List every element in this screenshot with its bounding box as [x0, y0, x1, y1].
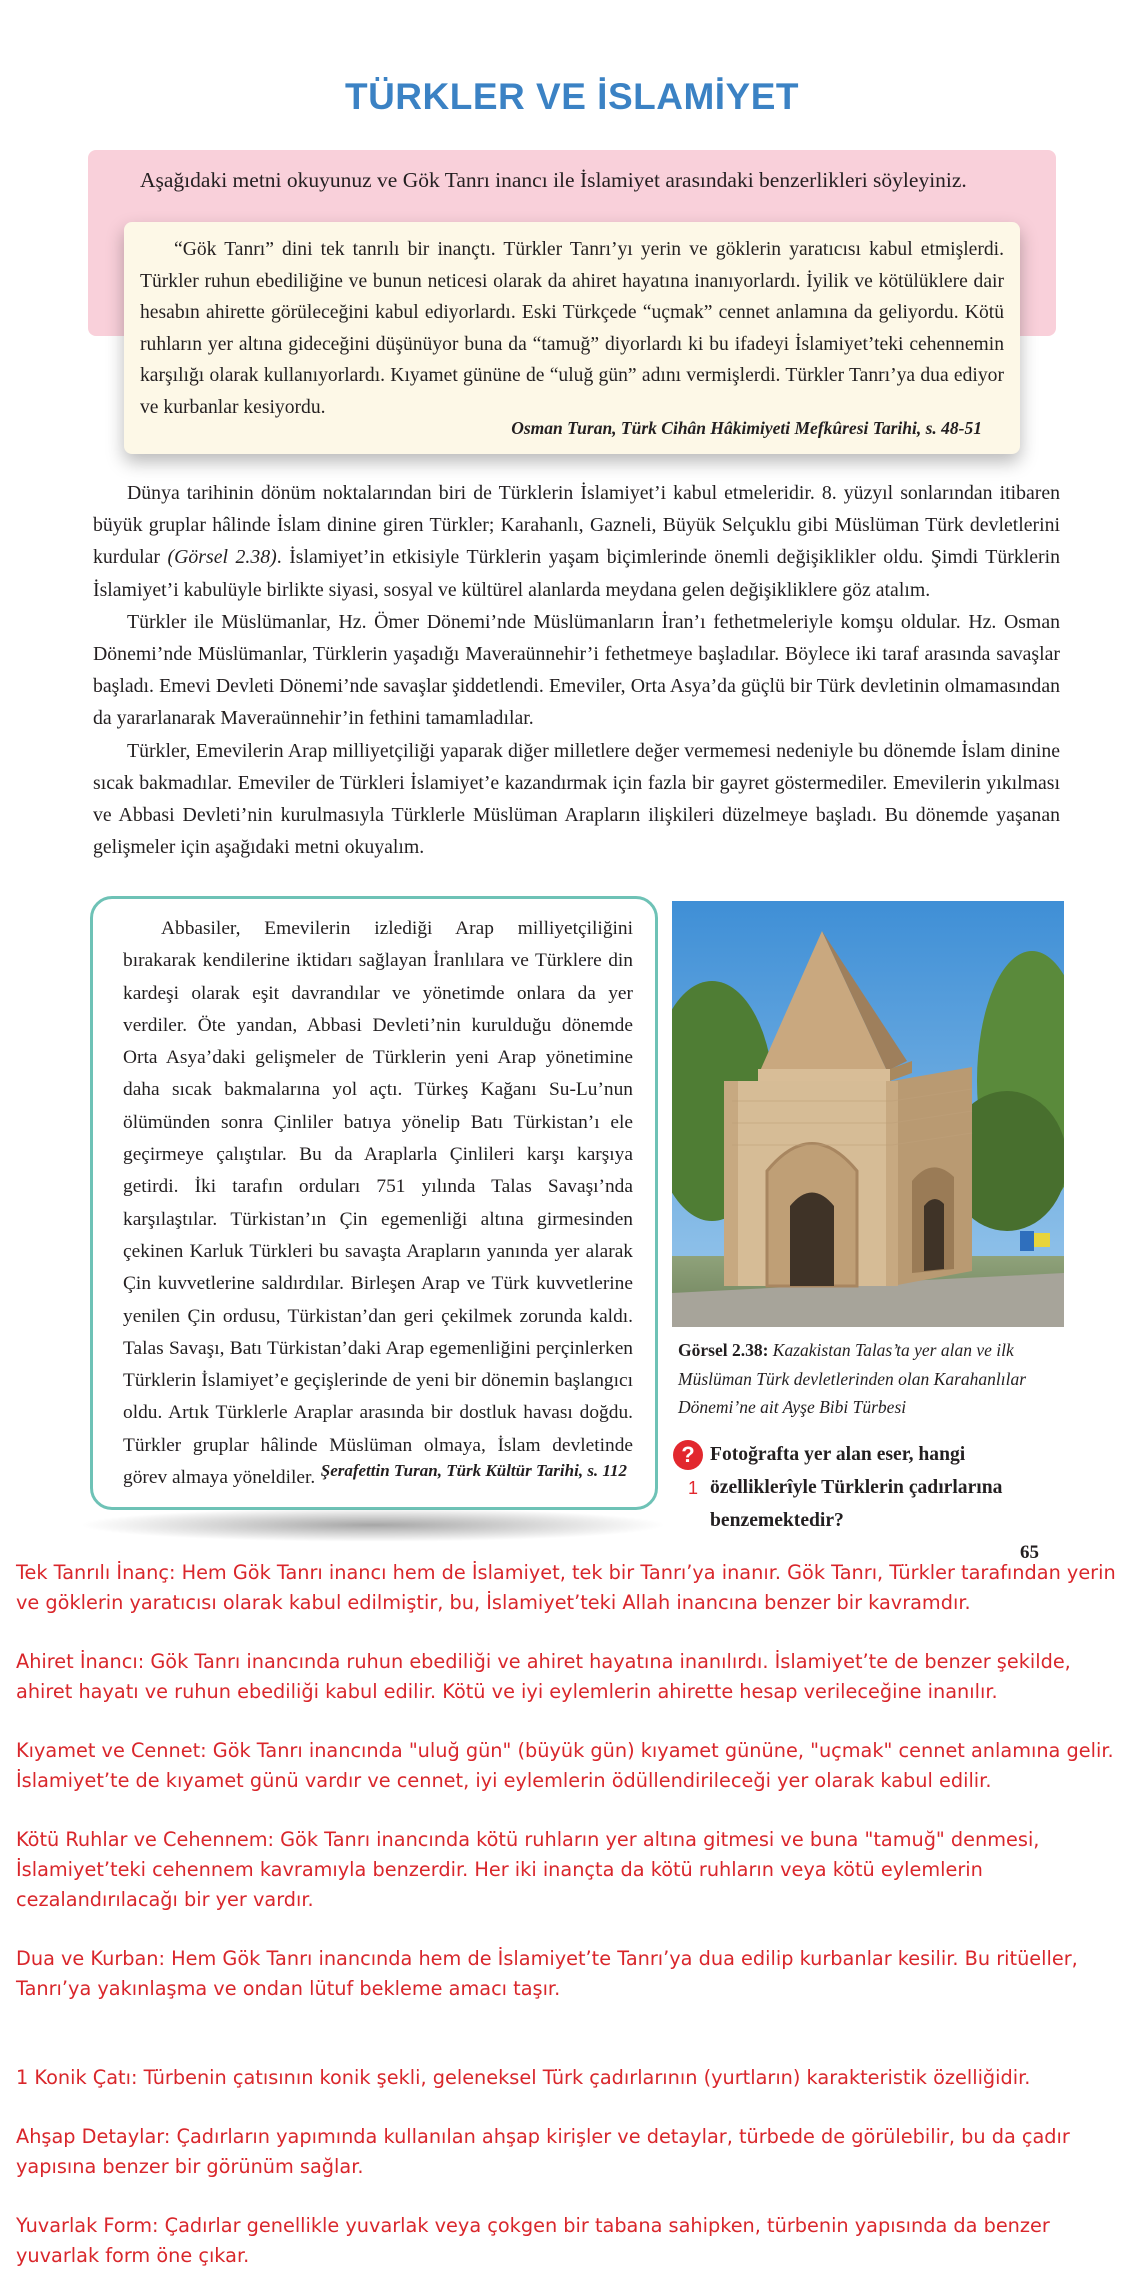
question-icon: ? — [673, 1440, 703, 1470]
figure-reference: (Görsel 2.38) — [167, 546, 277, 569]
reading-source: Şerafettin Turan, Türk Kültür Tarihi, s. 112 — [320, 1461, 627, 1480]
paragraph-2: Türkler ile Müslümanlar, Hz. Ömer Dönemi’nde Müslümanların İran’ı fethetmeleriyle komşu oldular. Hz. Osman Dönemi’nde Müslümanlar, Türklerin yaşadığı Maveraünnehir’i fethetmeye başladılar. Böylece iki taraf arasında savaşlar başladı. Emevi Devleti Dönemi’nde savaşlar şiddetlendi. Emeviler, Orta Asya’da güçlü bir Türk devletinin olmamasından da yararlanarak Maveraünnehir’in fethini tamamladılar. — [93, 610, 1060, 730]
answer-round-form: Yuvarlak Form: Çadırlar genellikle yuvarlak veya çokgen bir tabana sahipken, türbenin yapısında da benzer yuvarlak form öne çıkar. — [16, 2214, 1050, 2267]
main-text — [93, 477, 1060, 863]
answer-prayer-sacrifice: Dua ve Kurban: Hem Gök Tanrı inancında hem de İslamiyet’te Tanrı’ya dua edilip kurbanlar kesilir. Bu ritüeller, Tanrı’ya yakınlaşma ve ondan lütuf bekleme amacı taşır. — [16, 1947, 1078, 2000]
answer-evil-spirits-hell: Kötü Ruhlar ve Cehennem: Gök Tanrı inancında kötü ruhların yer altına gitmesi ve buna "tamuğ" denmesi, İslamiyet’teki cehennem kavramıyla benzerdir. Her iki inançta da kötü ruhların veya kötü eylemlerin cezalandırılacağı bir yer vardır. — [16, 1828, 1040, 1911]
figure-caption — [678, 1336, 1062, 1422]
answer-afterlife: Ahiret İnancı: Gök Tanrı inancında ruhun ebediliği ve ahiret hayatına inanılırdı. İslamiyet’te de benzer şekilde, ahiret hayatı ve ruhun ebediliği kabul edilir. Kötü ve iyi eylemlerin ahirette hesap verileceğine inanılır. — [16, 1650, 1071, 1703]
reading-box-shadow — [78, 1508, 668, 1542]
quote-source: Osman Turan, Türk Cihân Hâkimiyeti Mefkûresi Tarihi, s. 48-51 — [511, 418, 982, 438]
activity-instruction: Aşağıdaki metni okuyunuz ve Gök Tanrı inancı ile İslamiyet arasındaki benzerlikleri söyleyiniz. — [140, 168, 967, 192]
answer-wooden-details: Ahşap Detaylar: Çadırların yapımında kullanılan ahşap kirişler ve detaylar, türbede de görülebilir, bu da çadır yapısına benzer bir görünüm sağlar. — [16, 2125, 1070, 2178]
answer-conical-roof: 1 Konik Çatı: Türbenin çatısının konik şekli, geleneksel Türk çadırlarının (yurtların) karakteristik özelliğidir. — [16, 2066, 1031, 2089]
page-number: 65 — [1020, 1542, 1039, 1563]
reading-box — [90, 896, 658, 1510]
answer-monotheism: Tek Tanrılı İnanç: Hem Gök Tanrı inancı hem de İslamiyet, tek bir Tanrı’ya inanır. Gök Tanrı, Türkler tarafından yerin ve göklerin yaratıcısı olarak kabul edilmiştir, bu, İslamiyet’teki Allah inancına benzer bir kavramdır. — [16, 1561, 1116, 1614]
paragraph-1-part-a: Dünya tarihinin dönüm noktalarından biri de Türklerin İslamiyet’i kabul etmeleridir. 8. yüzyıl sonlarından itibaren büyük gruplar hâlinde İslam dinine giren Türkler; Karahanlı, Gazneli, Büyük Selçuklu gibi Müslüman Türk devletlerini kurdular — [93, 482, 1060, 569]
paragraph-3: Türkler, Emevilerin Arap milliyetçiliği yaparak diğer milletlere değer vermemesi nedeniyle bu dönemde İslam dinine sıcak bakmadılar. Emeviler de Türkleri İslamiyet’e kazandırmak için fazla bir gayret göstermediler. Emevilerin yıkılması ve Abbasi Devleti’nin kurulmasıyla Türklerle Müslüman Arapların ilişkileri düzelmeye başladı. Bu dönemde yaşanan gelişmeler için aşağıdaki metni okuyalım. — [93, 739, 1060, 859]
question-number: 1 — [688, 1478, 699, 1498]
answer-judgment-paradise: Kıyamet ve Cennet: Gök Tanrı inancında "uluğ gün" (büyük gün) kıyamet gününe, "uçmak" cennet anlamına gelir. İslamiyet’te de kıyamet günü vardır ve cennet, iyi eylemlerin ödüllendirileceği yer olarak kabul edilir. — [16, 1739, 1114, 1792]
paragraph-1 — [93, 477, 1060, 606]
handwritten-answers — [16, 1558, 1130, 2271]
quote-card — [124, 222, 1020, 454]
quote-text: “Gök Tanrı” dini tek tanrılı bir inançtı. Türkler Tanrı’yı yerin ve göklerin yaratıcısı kabul etmişlerdi. Türkler ruhun ebediliğine ve bunun neticesi olarak da ahiret hayatına inanıyorlardı. İyilik ve kötülüklere dair hesabın ahirette görüleceğini kabul ediyorlardı. Eski Türkçede “uçmak” cennet anlamına da geliyordu. Kötü ruhların yer altına gideceğini düşünüyor buna da “tamuğ” diyorlardı ki bu ifadeyi İslamiyet’teki cehennemin karşılığı olarak kullanıyorlardı. Kıyamet gününe de “uluğ gün” adını vermişlerdi. Türkler Tanrı’ya dua ediyor ve kurbanlar kesiyordu. — [140, 239, 1004, 418]
page-title: TÜRKLER VE İSLAMİYET — [344, 76, 800, 117]
question-text: Fotoğrafta yer alan eser, hangi özelliklerîyle Türklerin çadırlarına benzemektedir? — [710, 1444, 1003, 1531]
tomb-photo — [672, 901, 1064, 1327]
figure-caption-text: Kazakistan Talas’ta yer alan ve ilk Müslüman Türk devletlerinden olan Karahanlılar Dönemi’ne ait Ayşe Bibi Türbesi — [678, 1340, 1027, 1417]
paragraph-1-part-b: . İslamiyet’in etkisiyle Türklerin yaşam biçimlerinde önemli değişiklikler oldu. Şimdi Türklerin İslamiyet’i kabulüyle birlikte siyasi, sosyal ve kültürel alanlarda meydana gelen değişikliklere göz atalım. — [93, 546, 1060, 601]
reading-text: Abbasiler, Emevilerin izlediği Arap milliyetçiliğini bırakarak kendilerine iktidarı sağlayan İranlılara ve Türklere din kardeşi olarak eşit davrandılar ve yönetimde onlara da yer verdiler. Öte yandan, Abbasi Devleti’nin kurulduğu dönemde Orta Asya’daki gelişmeler de Türklerin yeni Arap yönetimine daha sıcak bakmalarına yol açtı. Türkeş Kağanı Su-Lu’nun ölümünden sonra Çinliler batıya yönelip Batı Türkistan’ı ele geçirmeye çalıştılar. Bu da Araplarla Çinlileri karşı karşıya getirdi. İki tarafın orduları 751 yılında Talas Savaşı’nda karşılaştılar. Türkistan’ın Çin egemenliği altına girmesinden çekinen Karluk Türkleri bu savaşta Arapların yanında yer alarak Çin kuvvetlerine saldırdılar. Birleşen Arap ve Türk kuvvetlerine yenilen Çin ordusu, Türkistan’dan geri çekilmek zorunda kaldı. Talas Savaşı, Batı Türkistan’daki Arap egemenliğini perçinlerken Türklerin İslamiyet’e geçişlerinde de yeni bir dönemin başlangıcı oldu. Artık Türklerle Araplar arasında bir dostluk havası doğdu. Türkler gruplar hâlinde Müslüman olmaya, İslam devletinde görev almaya yöneldiler. — [123, 918, 633, 1489]
figure-label: Görsel 2.38: — [678, 1340, 769, 1360]
